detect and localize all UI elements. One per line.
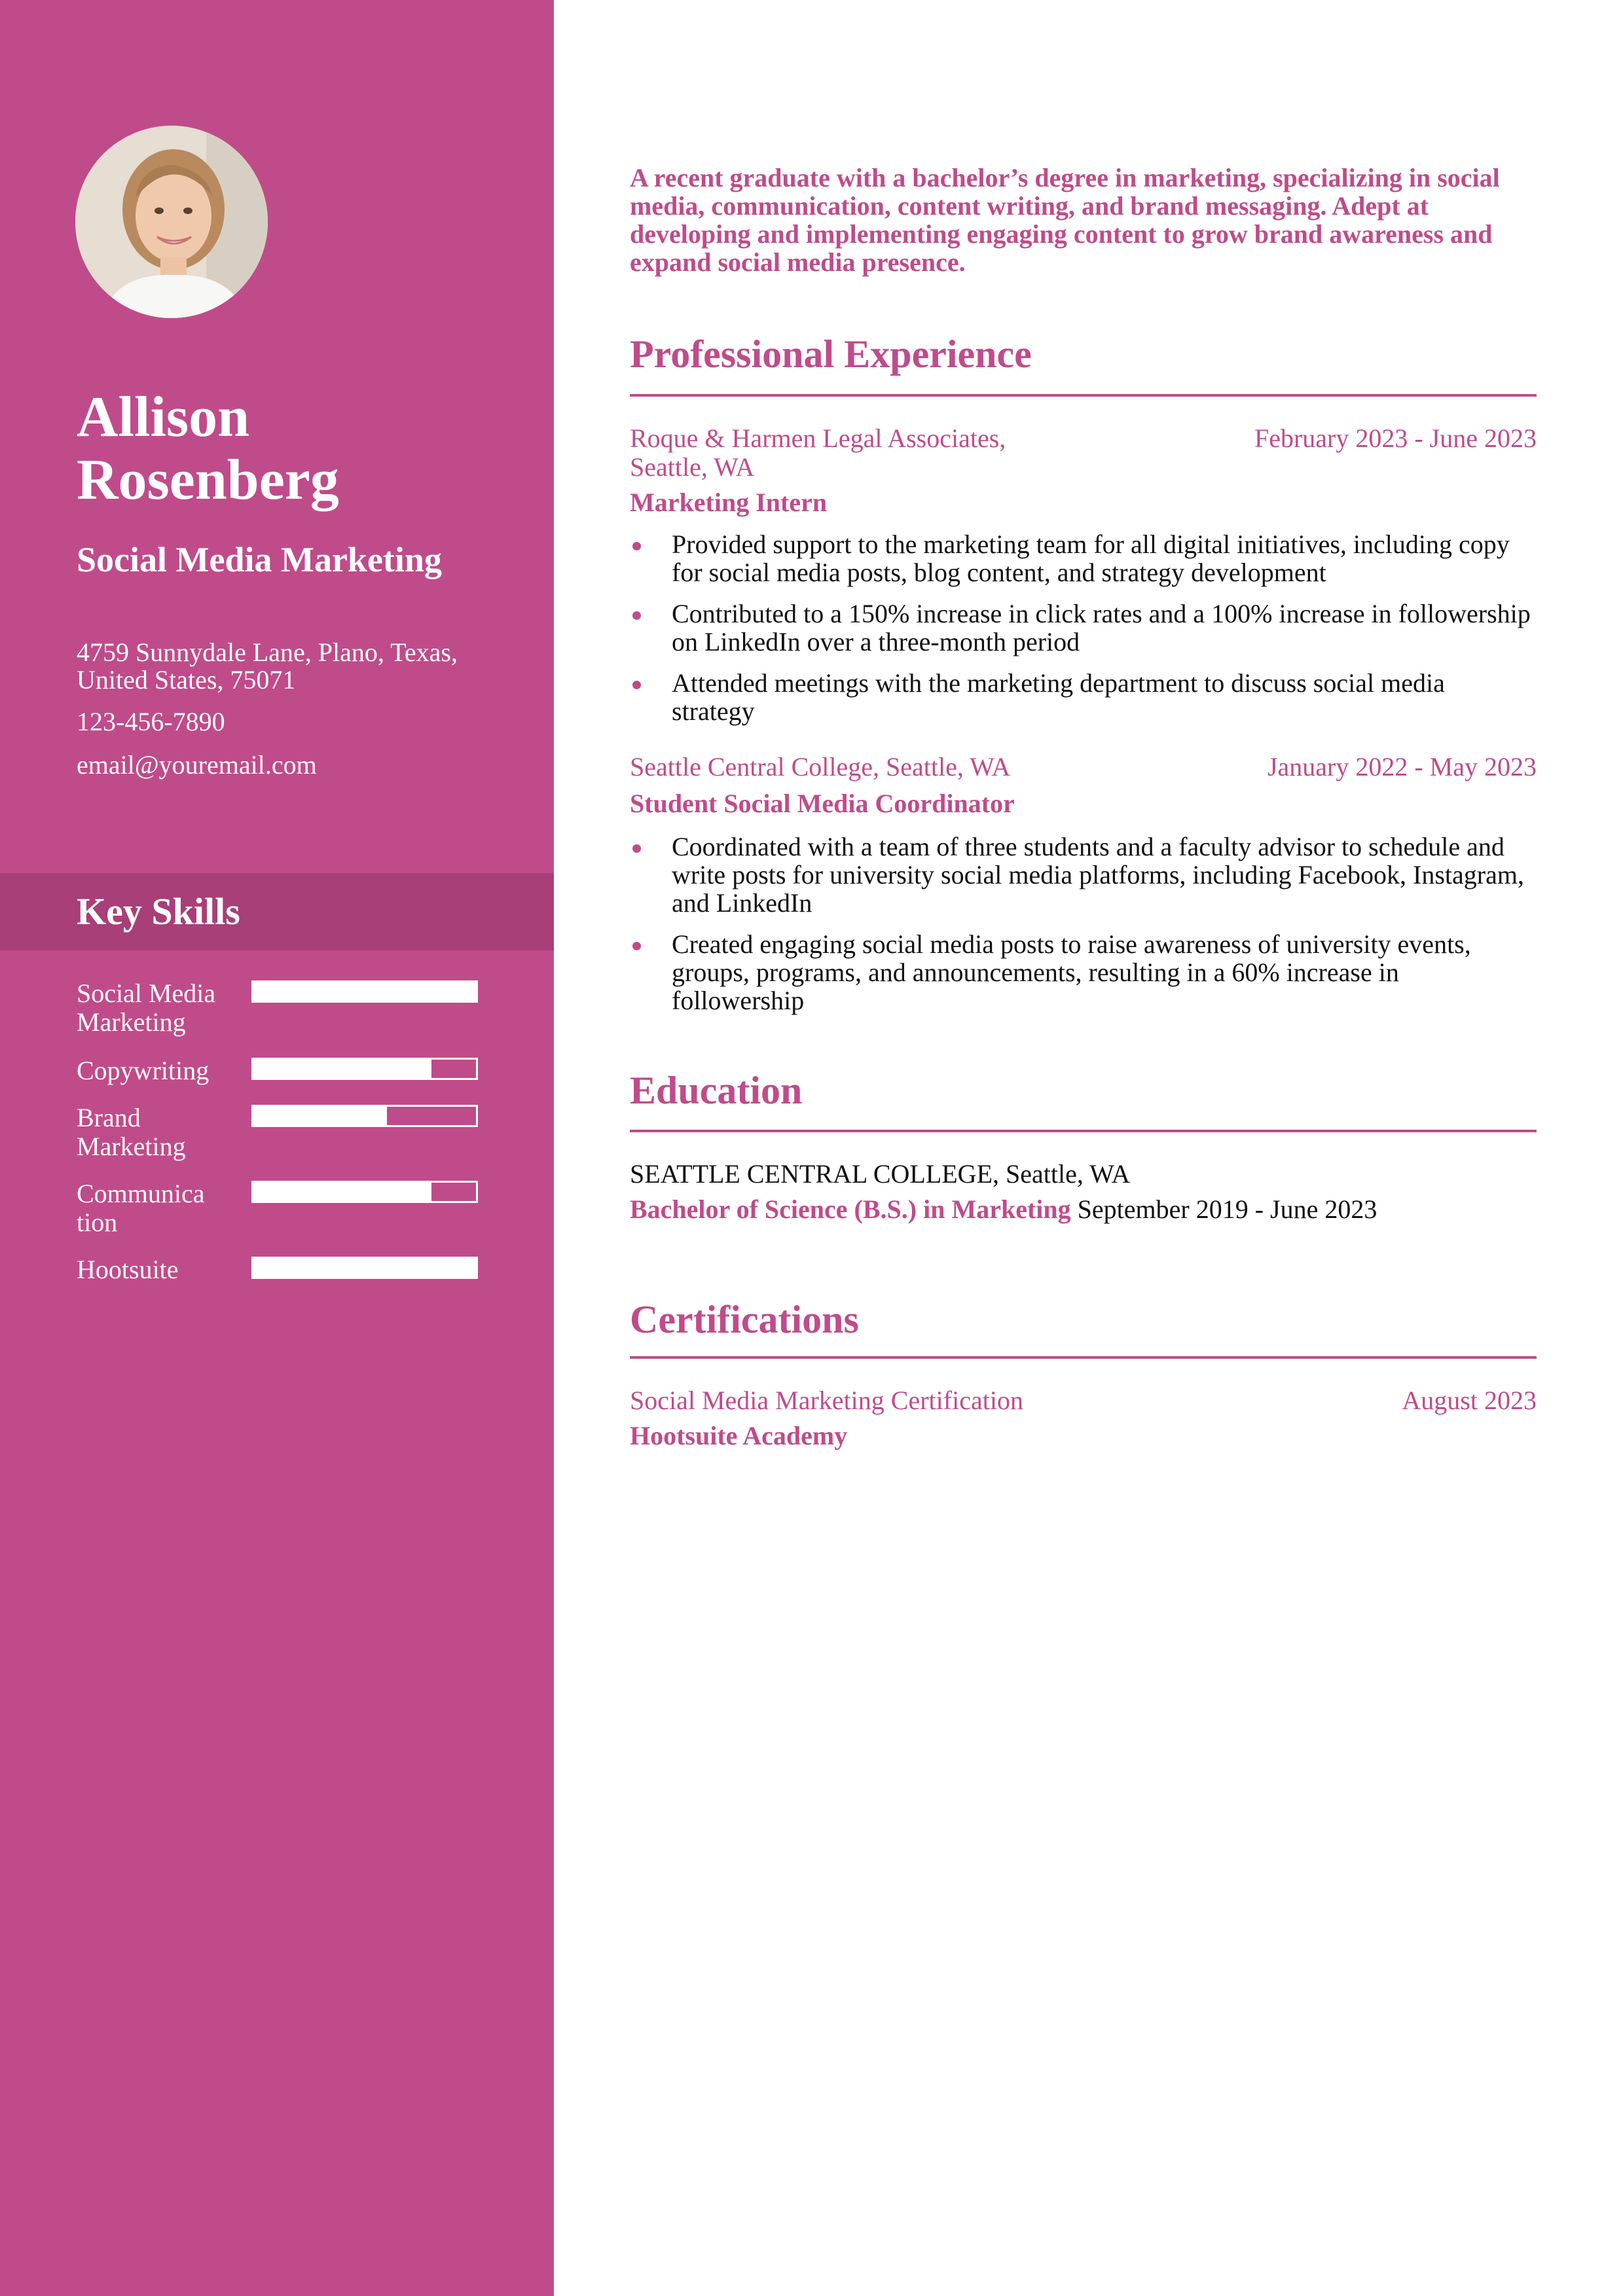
address-line2: United States, 75071 [77, 665, 296, 694]
list-item [630, 530, 1537, 586]
skill-label-line2: Marketing [77, 1132, 186, 1161]
bullet-line: groups, programs, and announcements, resulting in a 60% increase in [672, 958, 1399, 987]
skill-label [77, 1255, 234, 1284]
skill-label-line1: Communica [77, 1179, 205, 1208]
candidate-name [77, 386, 535, 512]
skill-bar-fill [253, 1259, 476, 1277]
certifications-title: Certifications [630, 1298, 859, 1341]
skill-label-line1: Social Media [77, 978, 216, 1008]
list-item [630, 930, 1537, 1014]
job-dates: January 2022 - May 2023 [1267, 752, 1537, 781]
job-2-position: Student Social Media Coordinator [630, 789, 1015, 818]
skill-label [77, 1179, 234, 1237]
education-school: SEATTLE CENTRAL COLLEGE, Seattle, WA [630, 1159, 1131, 1189]
bullet-dot-icon [632, 942, 641, 950]
bullet-line: write posts for university social media platforms, including Facebook, Instagram, [672, 860, 1524, 889]
job-dates: February 2023 - June 2023 [1254, 423, 1537, 453]
name-first: Allison [77, 386, 250, 449]
skill-label-line2: tion [77, 1208, 118, 1237]
address-line1: 4759 Sunnydale Lane, Plano, Texas, [77, 637, 458, 667]
skill-label-line1: Copywriting [77, 1056, 210, 1085]
certification-issuer: Hootsuite Academy [630, 1421, 848, 1450]
skill-label [77, 979, 234, 1037]
job-1-bullets [630, 530, 1537, 738]
experience-divider [630, 394, 1537, 397]
bullet-line: strategy [672, 696, 755, 726]
job-employer: Seattle Central College, Seattle, WA [630, 752, 1011, 781]
bullet-dot-icon [632, 542, 641, 550]
list-item [630, 833, 1537, 917]
contact-email: email@youremail.com [77, 750, 317, 780]
bullet-line: Provided support to the marketing team for all digital initiatives, including copy [672, 529, 1510, 559]
skill-bar [251, 1257, 478, 1279]
summary-paragraph [630, 164, 1537, 276]
bullet-line: Created engaging social media posts to raise awareness of university events, [672, 929, 1471, 959]
job-employer: Roque & Harmen Legal Associates, [630, 423, 1006, 453]
job-2-bullets [630, 833, 1537, 1028]
bullet-line: for social media posts, blog content, and strategy development [672, 558, 1326, 587]
candidate-role: Social Media Marketing [77, 540, 442, 579]
contact-phone: 123-456-7890 [77, 707, 225, 736]
education-degree-row [630, 1195, 1537, 1224]
skill-bar [251, 980, 478, 1003]
skill-bar-fill [253, 982, 476, 1001]
bullet-dot-icon [632, 844, 641, 853]
job-1-header [630, 424, 1537, 482]
certification-row [630, 1386, 1537, 1415]
education-title: Education [630, 1069, 803, 1112]
bullet-dot-icon [632, 681, 641, 689]
bullet-line: Coordinated with a team of three students and a faculty advisor to schedule and [672, 832, 1504, 861]
skill-bar-fill [253, 1060, 431, 1078]
bullet-line: Attended meetings with the marketing department to discuss social media [672, 668, 1445, 698]
experience-title: Professional Experience [630, 332, 1032, 376]
contact-address [77, 639, 522, 694]
summary-line: developing and implementing engaging content to grow brand awareness and [630, 219, 1493, 249]
list-item [630, 600, 1537, 656]
profile-photo [75, 126, 268, 318]
skill-label-line2: Marketing [77, 1007, 186, 1037]
person-photo-icon [75, 126, 268, 318]
certification-date: August 2023 [1402, 1386, 1537, 1415]
skill-bar-fill [253, 1107, 387, 1125]
skill-bar [251, 1181, 478, 1203]
skill-label [77, 1056, 234, 1085]
name-last: Rosenberg [77, 448, 339, 512]
skill-label-line1: Hootsuite [77, 1255, 179, 1284]
summary-line: media, communication, content writing, and brand messaging. Adept at [630, 191, 1429, 221]
job-2-header [630, 753, 1537, 781]
job-1-position: Marketing Intern [630, 488, 828, 517]
bullet-line: on LinkedIn over a three-month period [672, 627, 1080, 656]
education-degree: Bachelor of Science (B.S.) in Marketing [630, 1194, 1071, 1224]
skill-bar [251, 1105, 478, 1127]
skill-bar [251, 1058, 478, 1080]
bullet-line: and LinkedIn [672, 888, 812, 918]
list-item [630, 669, 1537, 725]
skill-label [77, 1103, 234, 1161]
summary-line: A recent graduate with a bachelor’s degree in marketing, specializing in social [630, 163, 1500, 192]
bullet-dot-icon [632, 611, 641, 620]
bullet-line: Contributed to a 150% increase in click rates and a 100% increase in followership [672, 599, 1531, 628]
job-location: Seattle, WA [630, 452, 755, 482]
skills-title: Key Skills [77, 890, 240, 933]
summary-line: expand social media presence. [630, 247, 966, 277]
certification-name: Social Media Marketing Certification [630, 1386, 1023, 1415]
bullet-line: followership [672, 986, 805, 1015]
skill-label-line1: Brand [77, 1103, 141, 1132]
education-divider [630, 1130, 1537, 1132]
skill-bar-fill [253, 1183, 431, 1201]
certifications-divider [630, 1356, 1537, 1359]
education-dates: September 2019 - June 2023 [1077, 1194, 1377, 1224]
